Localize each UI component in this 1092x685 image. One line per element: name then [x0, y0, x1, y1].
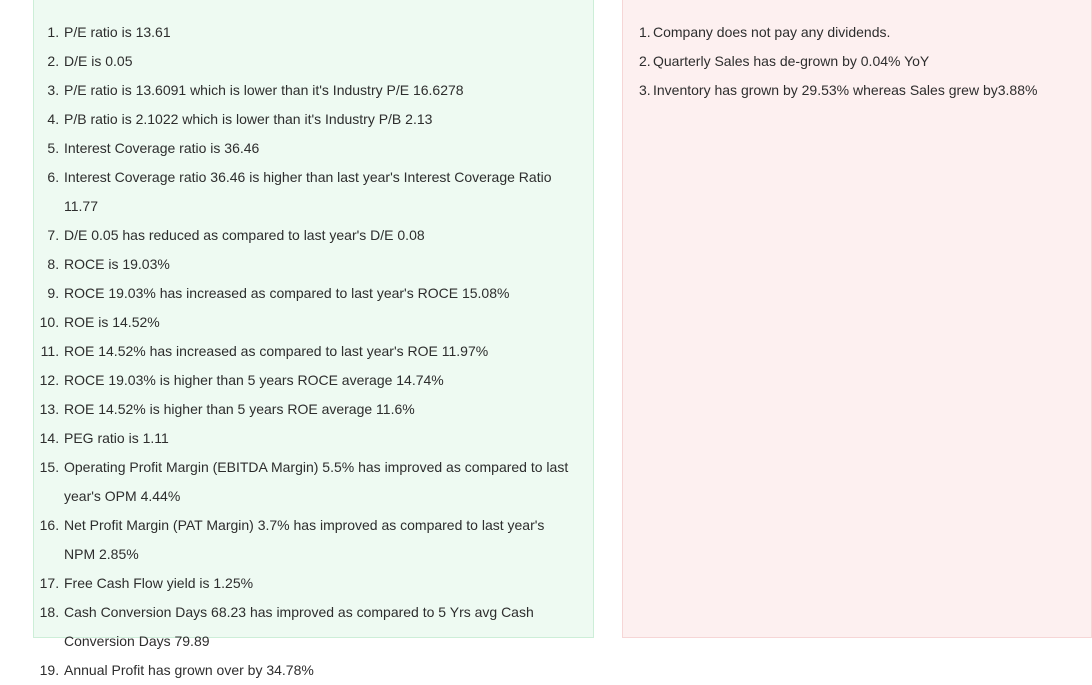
item-number: 2 .	[34, 47, 64, 76]
item-text: P/E ratio is 13.6091 which is lower than it's Industry P/E 16.6278	[64, 82, 464, 98]
item-number: 2 .	[639, 47, 653, 76]
pros-item	[34, 598, 593, 656]
item-text: ROCE 19.03% has increased as compared to last year's ROCE 15.08%	[64, 285, 510, 301]
item-text: Inventory has grown by 29.53% whereas Sales grew by3.88%	[653, 82, 1038, 98]
pros-item	[34, 221, 593, 250]
item-number: 4 .	[34, 105, 64, 134]
item-number: 19 .	[34, 656, 64, 685]
item-text: P/B ratio is 2.1022 which is lower than it's Industry P/B 2.13	[64, 111, 433, 127]
item-text: Quarterly Sales has de-grown by 0.04% YoY	[653, 53, 930, 69]
item-number: 5 .	[34, 134, 64, 163]
pros-item	[34, 453, 593, 511]
cons-item	[623, 18, 1091, 47]
pros-panel	[33, 0, 594, 678]
pros-item	[34, 308, 593, 337]
pros-item	[34, 395, 593, 424]
item-number: 16 .	[34, 511, 64, 569]
item-number: 13 .	[34, 395, 64, 424]
item-number: 1 .	[639, 18, 653, 47]
item-number: 10 .	[34, 308, 64, 337]
item-text: ROCE is 19.03%	[64, 256, 170, 272]
cons-item	[623, 47, 1091, 76]
pros-item	[34, 76, 593, 105]
cons-item	[623, 76, 1091, 105]
cons-panel	[622, 0, 1092, 638]
pros-item	[34, 279, 593, 308]
pros-item	[34, 47, 593, 76]
pros-item	[34, 163, 593, 221]
item-text: Cash Conversion Days 68.23 has improved as compared to 5 Yrs avg Cash Conversion Days 79.89	[64, 604, 534, 649]
pros-item	[34, 569, 593, 598]
pros-item	[34, 18, 593, 47]
item-number: 9 .	[34, 279, 64, 308]
item-text: P/E ratio is 13.61	[64, 24, 171, 40]
item-number: 17 .	[34, 569, 64, 598]
item-number: 1 .	[34, 18, 64, 47]
pros-item	[34, 656, 593, 685]
item-number: 18 .	[34, 598, 64, 656]
item-text: Interest Coverage ratio 36.46 is higher than last year's Interest Coverage Ratio 11.77	[64, 169, 552, 214]
item-number: 6 .	[34, 163, 64, 221]
pros-item	[34, 337, 593, 366]
item-text: Company does not pay any dividends.	[653, 24, 891, 40]
item-number: 15 .	[34, 453, 64, 511]
pros-item	[34, 105, 593, 134]
item-number: 7 .	[34, 221, 64, 250]
item-text: ROCE 19.03% is higher than 5 years ROCE average 14.74%	[64, 372, 444, 388]
item-text: D/E is 0.05	[64, 53, 133, 69]
item-text: Free Cash Flow yield is 1.25%	[64, 575, 254, 591]
item-number: 3 .	[34, 76, 64, 105]
pros-item	[34, 366, 593, 395]
item-text: Interest Coverage ratio is 36.46	[64, 140, 260, 156]
item-number: 12 .	[34, 366, 64, 395]
item-text: Operating Profit Margin (EBITDA Margin) 5.5% has improved as compared to last year's OPM 4.44%	[64, 459, 569, 504]
item-number: 14 .	[34, 424, 64, 453]
item-text: D/E 0.05 has reduced as compared to last year's D/E 0.08	[64, 227, 425, 243]
item-text: ROE 14.52% is higher than 5 years ROE average 11.6%	[64, 401, 415, 417]
item-text: ROE 14.52% has increased as compared to last year's ROE 11.97%	[64, 343, 489, 359]
pros-item	[34, 424, 593, 453]
pros-item	[34, 134, 593, 163]
cons-list	[623, 0, 1091, 105]
item-number: 11 .	[34, 337, 64, 366]
pros-item	[34, 511, 593, 569]
item-text: PEG ratio is 1.11	[64, 430, 169, 446]
pros-item	[34, 250, 593, 279]
item-text: Net Profit Margin (PAT Margin) 3.7% has improved as compared to last year's NPM 2.85%	[64, 517, 545, 562]
item-number: 8 .	[34, 250, 64, 279]
item-text: ROE is 14.52%	[64, 314, 160, 330]
item-number: 3 .	[639, 76, 653, 105]
item-text: Annual Profit has grown over by 34.78%	[64, 662, 314, 678]
pros-list	[34, 0, 593, 685]
